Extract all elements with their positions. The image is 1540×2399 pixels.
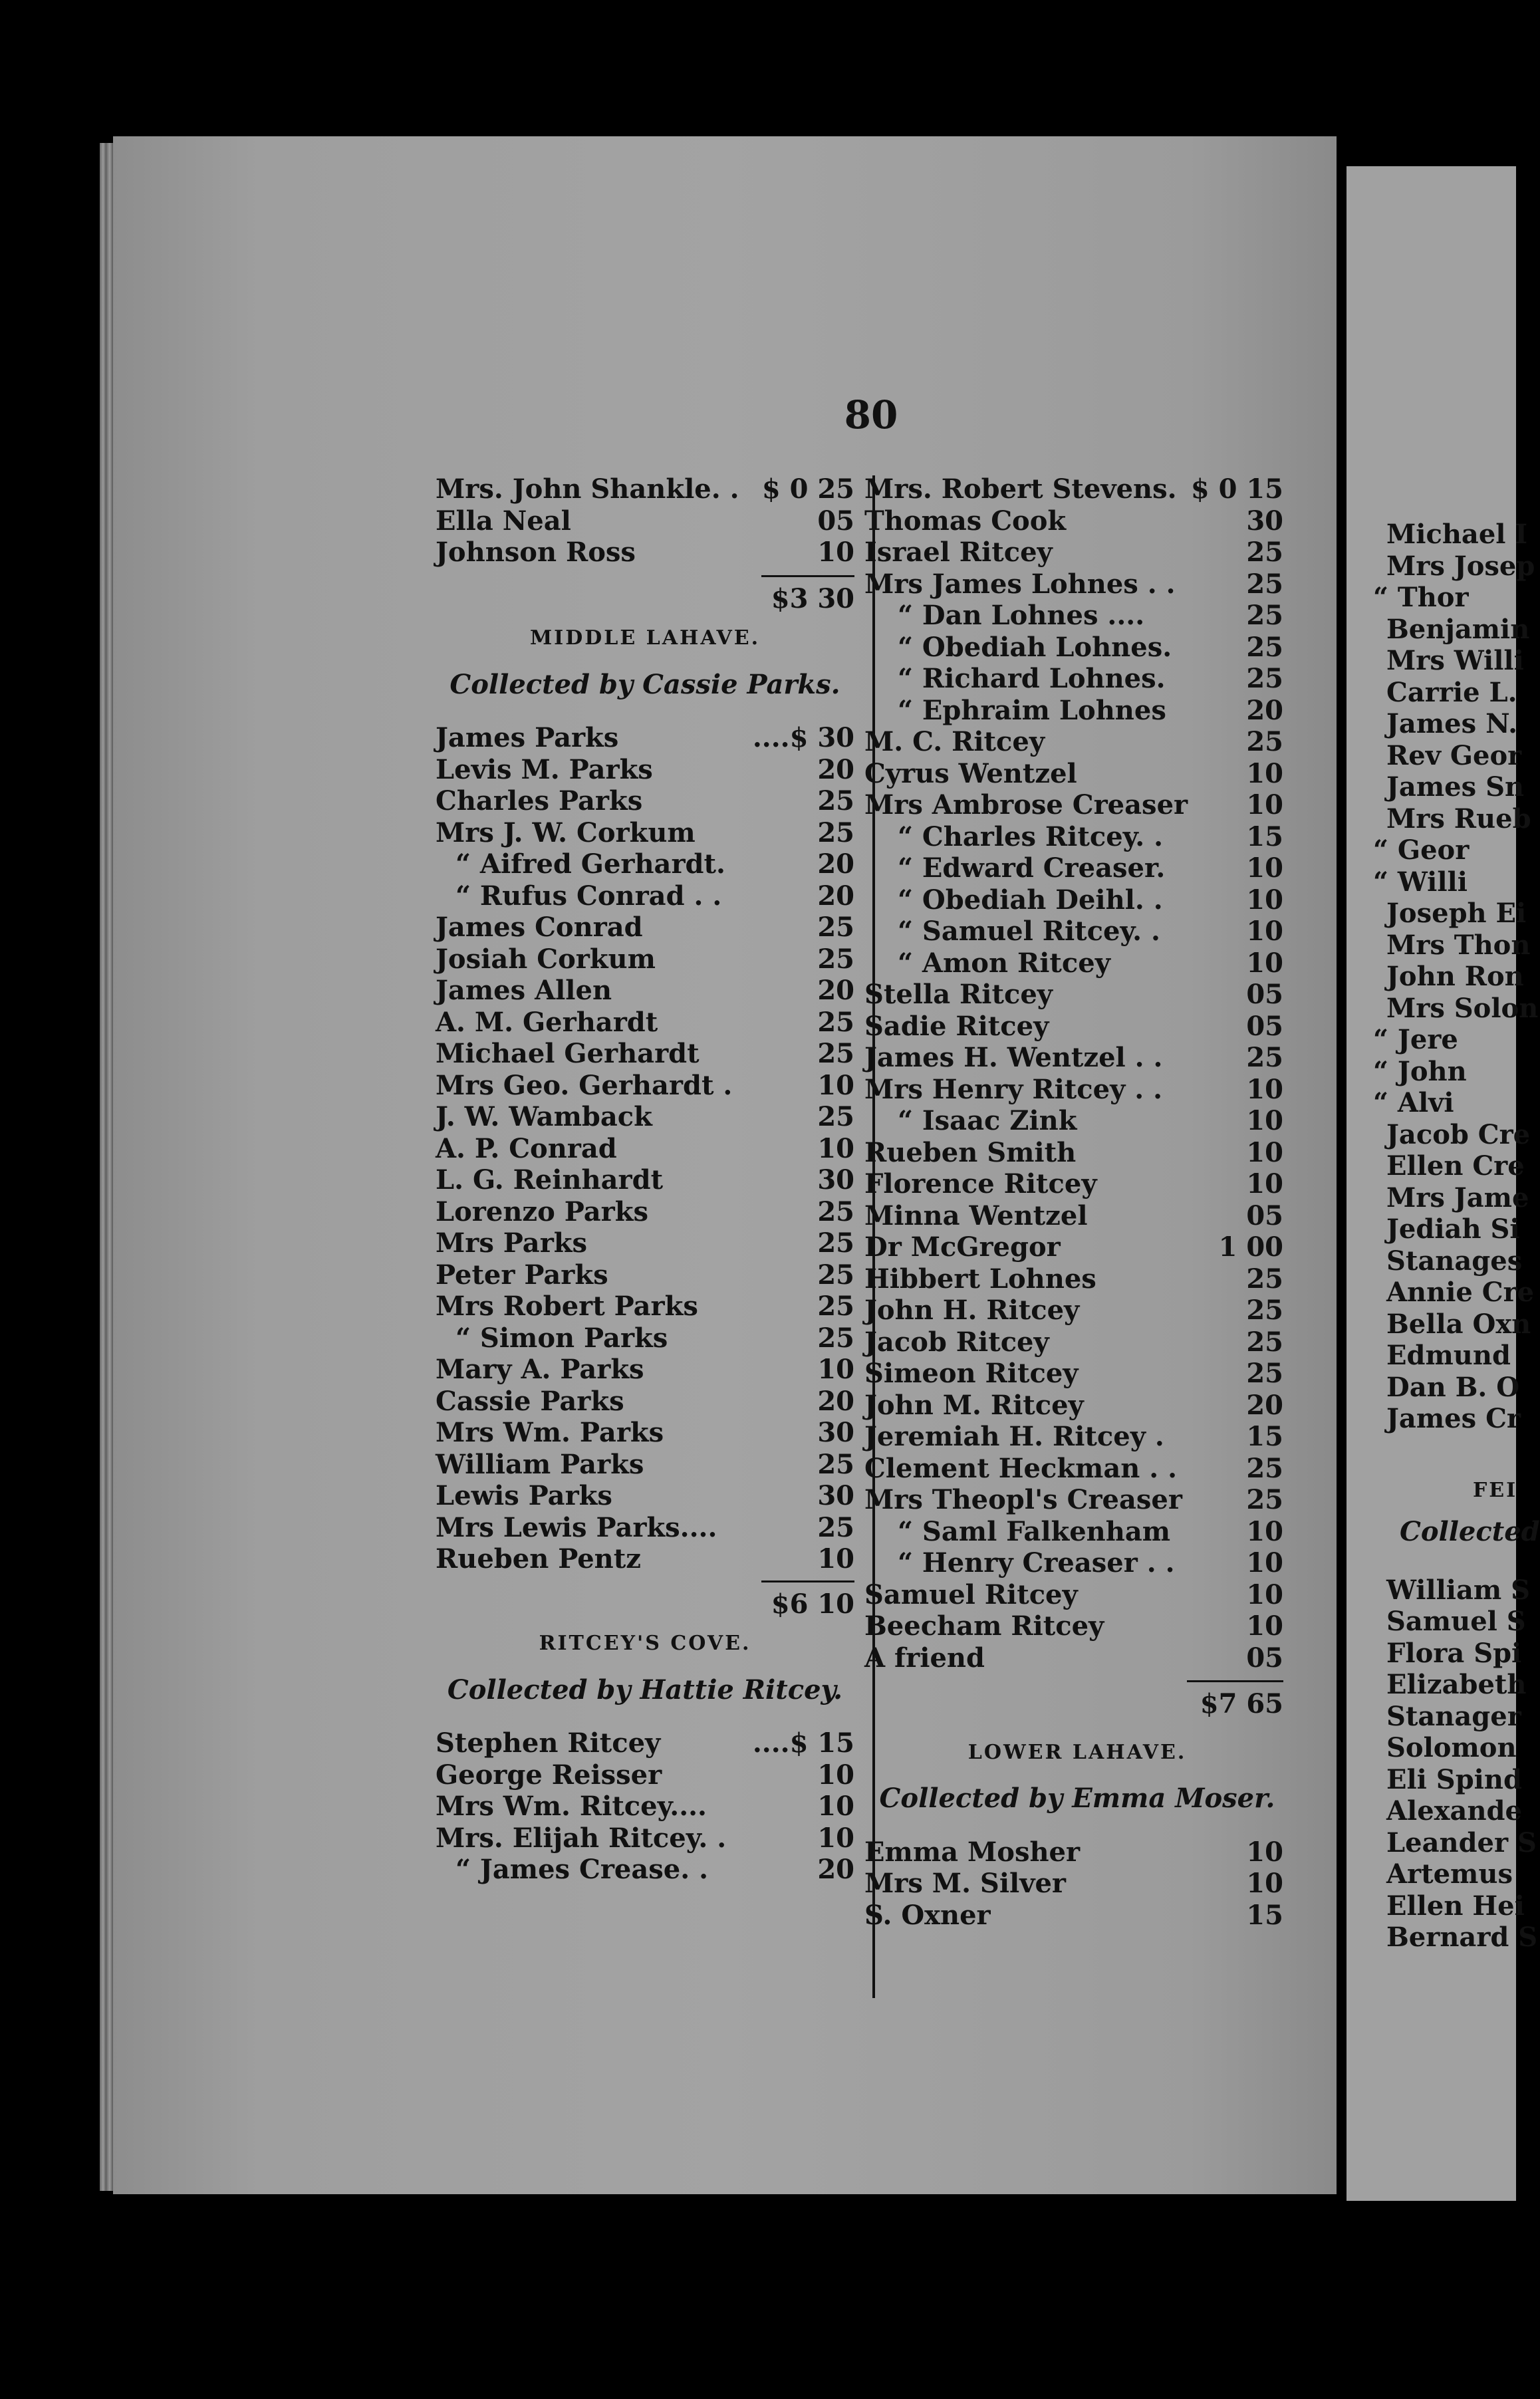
contributor-name: “ Isaac Zink xyxy=(898,1105,1077,1136)
contribution-amount: 10 xyxy=(817,1069,854,1101)
fragment-row: Mrs Thon xyxy=(1386,929,1531,961)
fragment-row: Carrie L. xyxy=(1386,676,1517,708)
ledger-row xyxy=(864,1610,1283,1642)
contributor-name: Levis M. Parks xyxy=(436,753,653,785)
ledger-row xyxy=(864,600,1283,632)
fragment-row: James Cr xyxy=(1386,1403,1521,1434)
total-rule xyxy=(761,1580,854,1582)
ledger-row xyxy=(864,1358,1283,1390)
contributor-name: Rueben Smith xyxy=(864,1136,1077,1168)
contribution-amount: 25 xyxy=(817,1259,854,1291)
contributor-name: Stephen Ritcey xyxy=(436,1727,661,1759)
contribution-amount: 20 xyxy=(817,975,854,1006)
contribution-amount: 10 xyxy=(1246,947,1283,979)
ledger-row xyxy=(864,1011,1283,1043)
fragment-row: Mrs Jame xyxy=(1386,1182,1529,1213)
ledger-row xyxy=(436,537,854,568)
contributor-name: Mrs Ambrose Creaser xyxy=(864,789,1188,821)
contribution-amount: 25 xyxy=(817,785,854,817)
right-column xyxy=(864,473,1290,1969)
section-total xyxy=(436,1588,854,1620)
contributor-name: Cyrus Wentzel xyxy=(864,757,1077,789)
fragment-row: Annie Cre xyxy=(1386,1277,1535,1308)
contributor-name: Mrs Wm. Parks xyxy=(436,1417,664,1448)
ledger-row xyxy=(436,1291,854,1323)
ledger-row xyxy=(436,1259,854,1291)
ledger-row xyxy=(436,785,854,817)
fragment-row: Ellen Cre xyxy=(1386,1150,1525,1182)
ledger-row xyxy=(436,1354,854,1386)
contributor-name: Emma Mosher xyxy=(864,1836,1081,1868)
contribution-amount: 25 xyxy=(1246,1484,1283,1515)
total-amount: $6 10 xyxy=(771,1588,854,1620)
contribution-amount: 10 xyxy=(1246,1073,1283,1105)
contribution-amount: 10 xyxy=(1246,1105,1283,1136)
contribution-amount: 20 xyxy=(1246,1389,1283,1421)
ledger-row xyxy=(436,1512,854,1544)
ledger-row xyxy=(864,852,1283,884)
contribution-amount: 30 xyxy=(1246,505,1283,537)
contribution-amount: 30 xyxy=(817,1164,854,1196)
ledger-row xyxy=(864,1868,1283,1900)
ledger-row xyxy=(436,1449,854,1481)
contributor-name: J. W. Wamback xyxy=(436,1101,652,1132)
contributor-name: Lewis Parks xyxy=(436,1480,612,1511)
ledger-row xyxy=(436,1227,854,1259)
fragment-row: Samuel S xyxy=(1386,1606,1526,1637)
contribution-amount: 25 xyxy=(817,1227,854,1259)
fragment-row: Bella Oxn xyxy=(1386,1308,1531,1340)
contributor-name: Mrs M. Silver xyxy=(864,1868,1066,1899)
contributor-name: “ Samuel Ritcey. . xyxy=(898,916,1160,947)
contributor-name: Mary A. Parks xyxy=(436,1354,644,1385)
fragment-row: “ Thor xyxy=(1373,582,1469,613)
contributor-name: Peter Parks xyxy=(436,1259,608,1291)
contributor-name: “ Charles Ritcey. . xyxy=(898,821,1164,852)
fragment-row: Elizabeth xyxy=(1386,1669,1527,1700)
contribution-amount: 30 xyxy=(817,1417,854,1448)
contributor-name: “ Richard Lohnes. xyxy=(898,663,1166,694)
contribution-amount: 10 xyxy=(1246,884,1283,916)
contribution-amount: 25 xyxy=(817,1101,854,1132)
contributor-name: Ella Neal xyxy=(436,505,571,537)
contributor-name: S. Oxner xyxy=(864,1899,991,1931)
contribution-amount: $ 0 15 xyxy=(1190,473,1283,505)
contributor-name: Josiah Corkum xyxy=(436,943,656,975)
contribution-amount: 20 xyxy=(1246,694,1283,726)
collector-line: Collected by Hattie Ritcey. xyxy=(447,1674,843,1705)
contributor-name: “ Saml Falkenham xyxy=(898,1515,1171,1547)
total-amount: $3 30 xyxy=(771,582,854,614)
contributor-name: Mrs Geo. Gerhardt . xyxy=(436,1069,733,1101)
contributor-name: A friend xyxy=(864,1642,985,1674)
contribution-amount: 20 xyxy=(817,1385,854,1417)
contribution-amount: $ 0 25 xyxy=(761,473,854,505)
contribution-amount: 10 xyxy=(1246,1547,1283,1578)
ledger-row xyxy=(864,1836,1283,1868)
contribution-amount: 20 xyxy=(817,880,854,912)
fragment-row: Jacob Cre xyxy=(1386,1118,1531,1150)
ledger-row xyxy=(864,632,1283,664)
contributor-name: Mrs Parks xyxy=(436,1227,588,1259)
contributor-name: Rueben Pentz xyxy=(436,1543,641,1575)
contributor-name: L. G. Reinhardt xyxy=(436,1164,664,1196)
contribution-amount: 10 xyxy=(1246,916,1283,947)
section-total xyxy=(436,583,854,615)
contributor-name: John M. Ritcey xyxy=(864,1389,1084,1421)
ledger-row xyxy=(864,1231,1283,1263)
contributor-name: “ Simon Parks xyxy=(455,1322,668,1354)
contributor-name: Mrs Lewis Parks.... xyxy=(436,1511,717,1543)
contribution-amount: 05 xyxy=(1246,1642,1283,1674)
ledger-row xyxy=(436,1759,854,1791)
contribution-amount: 10 xyxy=(817,1822,854,1854)
contribution-amount: 10 xyxy=(817,1354,854,1385)
contribution-amount: 30 xyxy=(817,1480,854,1511)
contribution-amount: ....$ 30 xyxy=(752,722,854,753)
ledger-row xyxy=(864,947,1283,979)
fragment-row: Solomon xyxy=(1386,1732,1517,1763)
total-amount: $7 65 xyxy=(1200,1688,1283,1719)
ledger-row xyxy=(864,1105,1283,1137)
fragment-row: Mrs Willi xyxy=(1386,645,1524,676)
ledger-row xyxy=(864,1200,1283,1232)
contribution-amount: 10 xyxy=(1246,1168,1283,1200)
contributor-name: “ Ephraim Lohnes xyxy=(898,694,1166,726)
ledger-row xyxy=(436,473,854,505)
contributor-name: M. C. Ritcey xyxy=(864,726,1045,757)
contributor-name: Mrs Wm. Ritcey.... xyxy=(436,1791,707,1822)
contribution-amount: 1 00 xyxy=(1218,1231,1283,1263)
contributor-name: James Conrad xyxy=(436,912,643,943)
contribution-amount: 20 xyxy=(817,848,854,880)
ledger-row xyxy=(864,1168,1283,1200)
ledger-row xyxy=(864,1547,1283,1579)
ledger-row xyxy=(436,1164,854,1196)
fragment-row: James Sn xyxy=(1386,771,1525,803)
contributor-name: Beecham Ritcey xyxy=(864,1610,1104,1642)
fragment-row: Dan B. O xyxy=(1386,1371,1520,1403)
fragment-row: Bernard S xyxy=(1386,1922,1538,1953)
contributor-name: Charles Parks xyxy=(436,785,643,817)
contribution-amount: 15 xyxy=(1246,821,1283,852)
contributor-name: “ Edward Creaser. xyxy=(898,852,1166,884)
fragment-collector: Collected xyxy=(1400,1516,1540,1547)
ledger-row xyxy=(864,473,1283,505)
fragment-row: “ Willi xyxy=(1373,866,1468,898)
collector-line: Collected by Cassie Parks. xyxy=(449,668,840,700)
ledger-row xyxy=(864,505,1283,537)
ledger-row xyxy=(864,1579,1283,1611)
ledger-row xyxy=(436,1791,854,1823)
total-rule xyxy=(1187,1680,1283,1682)
ledger-row xyxy=(864,726,1283,758)
contributor-name: Minna Wentzel xyxy=(864,1200,1088,1231)
ledger-row xyxy=(436,1101,854,1133)
ledger-row xyxy=(864,1390,1283,1422)
contributor-name: Clement Heckman . . xyxy=(864,1452,1178,1484)
fragment-row: Leander S xyxy=(1386,1827,1537,1858)
ledger-row xyxy=(436,1196,854,1228)
contributor-name: John H. Ritcey xyxy=(864,1295,1080,1326)
section-heading: RITCEY'S COVE. xyxy=(539,1632,751,1655)
fragment-row: Michael I xyxy=(1386,519,1528,550)
contributor-name: James Parks xyxy=(436,722,619,753)
contribution-amount: 25 xyxy=(817,1196,854,1227)
contribution-amount: 25 xyxy=(817,1291,854,1322)
contribution-amount: 10 xyxy=(1246,789,1283,821)
contribution-amount: 25 xyxy=(1246,1295,1283,1326)
ledger-row xyxy=(864,758,1283,790)
contribution-amount: 10 xyxy=(817,1132,854,1164)
fragment-row: Joseph Ei xyxy=(1386,898,1527,929)
contributor-name: Israel Ritcey xyxy=(864,537,1053,568)
ledger-row xyxy=(864,1042,1283,1074)
ledger-row xyxy=(864,1642,1283,1674)
ledger-row xyxy=(436,1038,854,1070)
contribution-amount: 25 xyxy=(1246,1263,1283,1295)
contribution-amount: 10 xyxy=(817,1791,854,1822)
contributor-name: Samuel Ritcey xyxy=(864,1578,1078,1610)
fragment-row: John Ron xyxy=(1386,961,1524,992)
contribution-amount: 05 xyxy=(1246,1200,1283,1231)
fragment-row: Flora Spi xyxy=(1386,1637,1522,1669)
contribution-amount: 25 xyxy=(817,1511,854,1543)
ledger-row xyxy=(436,1323,854,1354)
contribution-amount: 10 xyxy=(1246,1136,1283,1168)
ledger-row xyxy=(436,880,854,912)
ledger-row xyxy=(864,1137,1283,1169)
ledger-row xyxy=(436,1007,854,1039)
ledger-row xyxy=(864,695,1283,727)
ledger-row xyxy=(864,537,1283,568)
contribution-amount: 05 xyxy=(817,505,854,537)
contributor-name: James Allen xyxy=(436,975,612,1006)
contributor-name: Dr McGregor xyxy=(864,1231,1061,1263)
ledger-row xyxy=(864,1484,1283,1516)
next-page-partial xyxy=(1347,166,1540,2201)
contribution-amount: 25 xyxy=(1246,1042,1283,1073)
contributor-name: “ Rufus Conrad . . xyxy=(455,880,722,912)
collector-line: Collected by Emma Moser. xyxy=(879,1783,1275,1814)
ledger-row xyxy=(436,505,854,537)
section-heading: LOWER LAHAVE. xyxy=(967,1740,1187,1764)
fragment-row: Mrs Rueb xyxy=(1386,803,1531,834)
contributor-name: “ Obediah Deihl. . xyxy=(898,884,1163,916)
ledger-row xyxy=(864,821,1283,853)
contributor-name: Florence Ritcey xyxy=(864,1168,1097,1200)
contributor-name: James H. Wentzel . . xyxy=(864,1042,1163,1073)
contributor-name: “ James Crease. . xyxy=(455,1854,709,1885)
contribution-amount: 20 xyxy=(817,753,854,785)
contribution-amount: 25 xyxy=(1246,568,1283,600)
contributor-name: Mrs J. W. Corkum xyxy=(436,817,696,848)
contribution-amount: 25 xyxy=(1246,726,1283,757)
contribution-amount: 15 xyxy=(1246,1421,1283,1452)
contributor-name: George Reisser xyxy=(436,1759,662,1791)
ledger-row xyxy=(436,1854,854,1886)
fragment-row: Alexande xyxy=(1386,1795,1522,1827)
fragment-row: Stanages xyxy=(1386,1245,1523,1277)
ledger-row xyxy=(436,1543,854,1575)
contributor-name: “ Henry Creaser . . xyxy=(898,1547,1175,1578)
fragment-heading: FEI xyxy=(1473,1478,1518,1502)
ledger-row xyxy=(436,1133,854,1165)
ledger-row xyxy=(864,979,1283,1011)
ledger-row xyxy=(864,1453,1283,1485)
ledger-row xyxy=(436,944,854,975)
contributor-name: Jeremiah H. Ritcey . xyxy=(864,1421,1164,1452)
contribution-amount: 25 xyxy=(1246,1452,1283,1484)
contribution-amount: ....$ 15 xyxy=(752,1727,854,1759)
ledger-row xyxy=(436,975,854,1007)
fragment-row: “ Geor xyxy=(1373,834,1470,866)
ledger-row xyxy=(436,1727,854,1759)
contributor-name: Johnson Ross xyxy=(436,537,636,568)
contribution-amount: 25 xyxy=(1246,537,1283,568)
contribution-amount: 10 xyxy=(817,1759,854,1791)
contributor-name: Mrs Henry Ritcey . . xyxy=(864,1073,1163,1105)
contribution-amount: 25 xyxy=(817,817,854,848)
contribution-amount: 25 xyxy=(817,943,854,975)
contributor-name: Mrs. Robert Stevens. xyxy=(864,473,1177,505)
ledger-row xyxy=(436,912,854,944)
total-rule xyxy=(761,575,854,577)
section-heading: MIDDLE LAHAVE. xyxy=(529,626,761,650)
contribution-amount: 10 xyxy=(1246,1578,1283,1610)
ledger-row xyxy=(864,1516,1283,1548)
contribution-amount: 10 xyxy=(1246,757,1283,789)
contributor-name: “ Aifred Gerhardt. xyxy=(455,848,725,880)
fragment-row: “ Alvi xyxy=(1373,1087,1454,1118)
contributor-name: Thomas Cook xyxy=(864,505,1067,537)
contribution-amount: 25 xyxy=(1246,631,1283,663)
ledger-row xyxy=(436,848,854,880)
left-column xyxy=(436,473,854,1996)
contribution-amount: 25 xyxy=(817,1448,854,1480)
contribution-amount: 25 xyxy=(817,1006,854,1038)
fragment-row: James N. xyxy=(1386,708,1517,739)
contribution-amount: 25 xyxy=(817,1322,854,1354)
ledger-row xyxy=(864,1900,1283,1932)
contributor-name: Simeon Ritcey xyxy=(864,1358,1079,1389)
ledger-row xyxy=(436,722,854,754)
contribution-amount: 25 xyxy=(817,1038,854,1069)
contributor-name: Michael Gerhardt xyxy=(436,1038,700,1069)
fragment-row: Mrs Solon xyxy=(1386,992,1539,1024)
ledger-row xyxy=(436,1823,854,1854)
contributor-name: Stella Ritcey xyxy=(864,979,1053,1010)
contributor-name: Jacob Ritcey xyxy=(864,1326,1049,1358)
ledger-row xyxy=(436,1070,854,1102)
contributor-name: Hibbert Lohnes xyxy=(864,1263,1096,1295)
contributor-name: Mrs James Lohnes . . xyxy=(864,568,1176,600)
ledger-row xyxy=(864,1421,1283,1453)
ledger-row xyxy=(436,1480,854,1512)
ledger-row xyxy=(864,1295,1283,1326)
fragment-row: William S xyxy=(1386,1574,1531,1606)
fragment-row: Stanager xyxy=(1386,1700,1521,1732)
contributor-name: “ Amon Ritcey xyxy=(898,947,1110,979)
ledger-row xyxy=(436,1386,854,1418)
contributor-name: Mrs. John Shankle. . xyxy=(436,473,739,505)
contributor-name: William Parks xyxy=(436,1448,644,1480)
contribution-amount: 25 xyxy=(1246,1326,1283,1358)
ledger-row xyxy=(864,789,1283,821)
contribution-amount: 15 xyxy=(1246,1899,1283,1931)
contributor-name: Mrs. Elijah Ritcey. . xyxy=(436,1822,727,1854)
contributor-name: Mrs Theopl's Creaser xyxy=(864,1484,1182,1515)
ledger-row xyxy=(436,1417,854,1449)
contribution-amount: 10 xyxy=(817,1543,854,1575)
contribution-amount: 25 xyxy=(817,912,854,943)
contribution-amount: 25 xyxy=(1246,1358,1283,1389)
contributor-name: Mrs Robert Parks xyxy=(436,1291,698,1322)
contributor-name: A. P. Conrad xyxy=(436,1132,617,1164)
fragment-row: Eli Spind xyxy=(1386,1763,1522,1795)
page-number: 80 xyxy=(844,392,898,438)
contribution-amount: 25 xyxy=(1246,600,1283,631)
ledger-row xyxy=(436,754,854,786)
contributor-name: A. M. Gerhardt xyxy=(436,1006,658,1038)
fragment-row: “ John xyxy=(1373,1055,1467,1087)
ledger-row xyxy=(864,1074,1283,1106)
contributor-name: Sadie Ritcey xyxy=(864,1010,1049,1042)
ledger-row xyxy=(864,1326,1283,1358)
contribution-amount: 10 xyxy=(1246,1610,1283,1642)
ledger-row xyxy=(864,1263,1283,1295)
contributor-name: Cassie Parks xyxy=(436,1385,624,1417)
ledger-row xyxy=(436,817,854,849)
ledger-row xyxy=(864,663,1283,695)
fragment-row: Artemus xyxy=(1386,1858,1513,1890)
section-total xyxy=(864,1688,1283,1720)
fragment-row: Benjamin xyxy=(1386,613,1530,645)
contributor-name: “ Obediah Lohnes. xyxy=(898,631,1172,663)
contribution-amount: 10 xyxy=(1246,1515,1283,1547)
contributor-name: “ Dan Lohnes .... xyxy=(898,600,1145,631)
ledger-row xyxy=(864,568,1283,600)
contribution-amount: 25 xyxy=(1246,663,1283,694)
contribution-amount: 10 xyxy=(1246,1868,1283,1899)
contribution-amount: 05 xyxy=(1246,1010,1283,1042)
fragment-row: Edmund xyxy=(1386,1340,1511,1371)
contribution-amount: 20 xyxy=(817,1854,854,1885)
contribution-amount: 10 xyxy=(817,537,854,568)
contribution-amount: 10 xyxy=(1246,1836,1283,1868)
contribution-amount: 05 xyxy=(1246,979,1283,1010)
fragment-row: “ Jere xyxy=(1373,1024,1458,1055)
ledger-row xyxy=(864,884,1283,916)
fragment-row: Ellen Hei xyxy=(1386,1890,1525,1922)
fragment-row: Rev Geor xyxy=(1386,739,1522,771)
fragment-row: Mrs Josep xyxy=(1386,550,1535,582)
contributor-name: Lorenzo Parks xyxy=(436,1196,648,1227)
contribution-amount: 10 xyxy=(1246,852,1283,884)
ledger-row xyxy=(864,916,1283,947)
fragment-row: Jediah Si xyxy=(1386,1213,1520,1245)
